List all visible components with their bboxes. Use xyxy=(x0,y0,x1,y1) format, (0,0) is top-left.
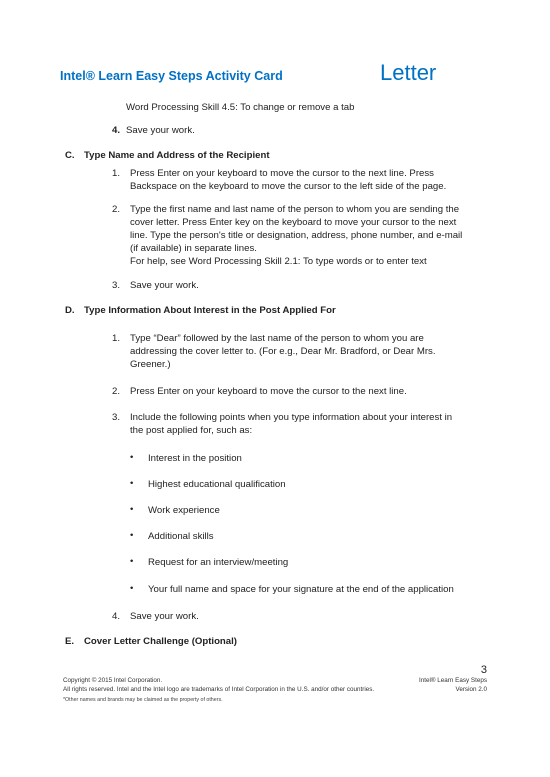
step-line: line. Type the person's title or designation, address, phone number, and e-mail xyxy=(130,230,463,241)
step-line: Greener.) xyxy=(130,359,171,370)
bullet-item: Your full name and space for your signature at the end of the application xyxy=(148,584,454,595)
step-number: 3. xyxy=(112,412,121,423)
page-number: 3 xyxy=(480,664,487,676)
step-line: cover letter. Press Enter key on the keyboard to move your cursor to the next xyxy=(130,217,457,228)
bullet-icon: • xyxy=(130,556,134,567)
step-number: 2. xyxy=(112,204,121,215)
step-text: Save your work. xyxy=(126,125,195,136)
bullet-item: Highest educational qualification xyxy=(148,479,286,490)
footer-brand: Intel® Learn Easy Steps xyxy=(419,677,487,684)
card-title: Intel® Learn Easy Steps Activity Card xyxy=(60,69,283,83)
step-line: addressing the cover letter to. (For e.g., Dear Mr. Bradford, or Dear Mrs. xyxy=(130,346,436,357)
section-e-title: Cover Letter Challenge (Optional) xyxy=(84,636,237,647)
bullet-icon: • xyxy=(130,478,134,489)
step-number: 2. xyxy=(112,386,121,397)
bullet-icon: • xyxy=(130,504,134,515)
section-c-label: C. xyxy=(65,150,75,161)
rights-notice: All rights reserved. Intel and the Intel logo are trademarks of Intel Corporation in the U.S. and/or other countries. xyxy=(63,686,375,693)
intro-line: Word Processing Skill 4.5: To change or remove a tab xyxy=(126,102,355,113)
bullet-icon: • xyxy=(130,452,134,463)
section-e-label: E. xyxy=(65,636,75,647)
trademark-notice: *Other names and brands may be claimed as the property of others. xyxy=(63,697,223,703)
step-line: Include the following points when you type information about your interest in xyxy=(130,412,453,423)
copyright: Copyright © 2015 Intel Corporation. xyxy=(63,677,163,684)
help-line: For help, see Word Processing Skill 2.1: To type words or to enter text xyxy=(130,256,427,267)
card-topic: Letter xyxy=(380,60,437,85)
bullet-item: Additional skills xyxy=(148,531,214,542)
section-d-title: Type Information About Interest in the Post Applied For xyxy=(84,305,336,316)
step-number: 3. xyxy=(112,280,121,291)
section-d-label: D. xyxy=(65,305,75,316)
step-line: Press Enter on your keyboard to move the cursor to the next line. Press xyxy=(130,168,434,179)
step-number: 4. xyxy=(112,611,121,622)
bullet-item: Request for an interview/meeting xyxy=(148,557,289,568)
bullet-item: Work experience xyxy=(148,505,220,516)
bullet-icon: • xyxy=(130,530,134,541)
step-line: the post applied for, such as: xyxy=(130,425,253,436)
step-number: 4. xyxy=(112,125,121,136)
step-line: Save your work. xyxy=(130,280,199,291)
step-line: Save your work. xyxy=(130,611,199,622)
step-line: Type “Dear” followed by the last name of the person to whom you are xyxy=(130,333,424,344)
section-c-title: Type Name and Address of the Recipient xyxy=(84,150,270,161)
step-line: (if available) in separate lines. xyxy=(130,243,257,254)
step-line: Type the first name and last name of the person to whom you are sending the xyxy=(130,204,460,215)
step-line: Press Enter on your keyboard to move the cursor to the next line. xyxy=(130,386,407,397)
bullet-item: Interest in the position xyxy=(148,453,242,464)
step-number: 1. xyxy=(112,168,121,179)
footer-version: Version 2.0 xyxy=(455,686,487,693)
bullet-icon: • xyxy=(130,583,134,594)
step-line: Backspace on the keyboard to move the cursor to the left side of the page. xyxy=(130,181,447,192)
step-number: 1. xyxy=(112,333,121,344)
